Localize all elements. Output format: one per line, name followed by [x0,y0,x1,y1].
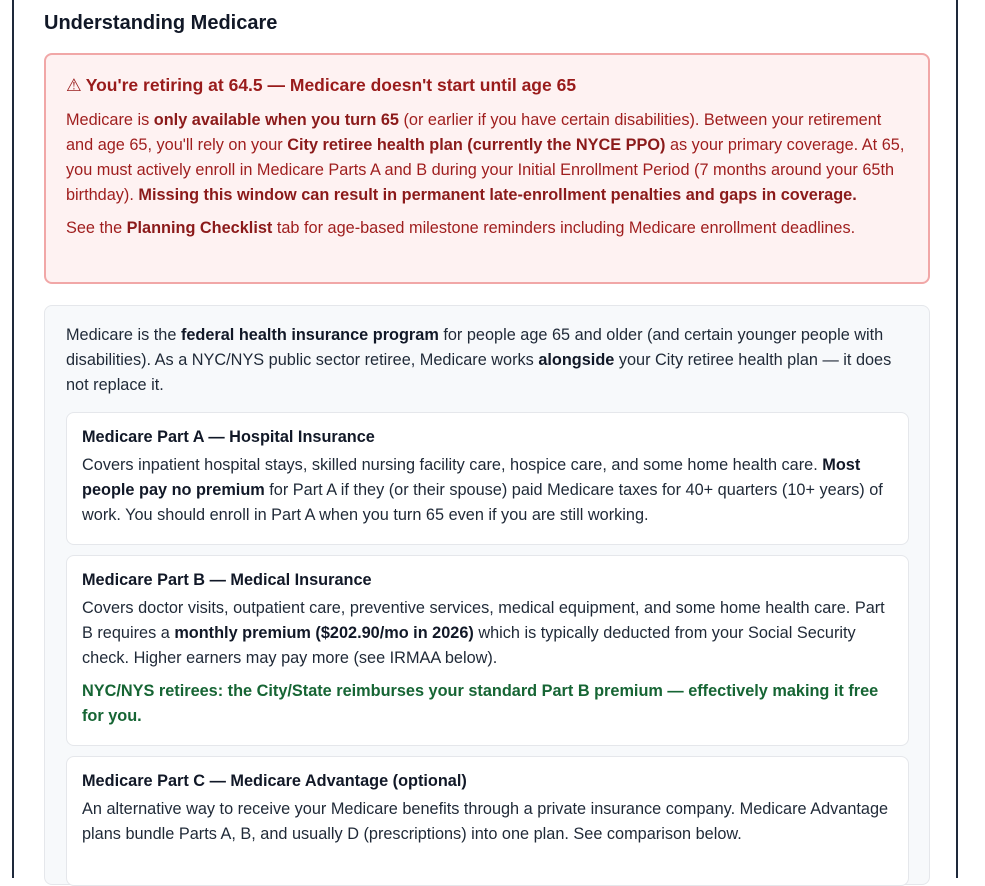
warning-paragraph: Medicare is only available when you turn 65 (or earlier if you have certain disabilities). Between your retirement and age 65, you'll rely on your City retiree health plan (currently the NYCE PPO) as your primary coverage. At 65, you must actively enroll in Medicare Parts A and B during your Initial Enrollment Period (7 months around your 65th birthday). Missing this window can result in permanent late-enrollment penalties and gaps in coverage. [66,111,905,204]
part-b-card [66,555,909,746]
warning-title [66,75,908,96]
part-c-title: Medicare Part C — Medicare Advantage (optional) [82,772,467,790]
intro-text: Medicare is the federal health insurance program for people age 65 and older (and certain younger people with disabilities). As a NYC/NYS public sector retiree, Medicare works alongside your City retiree health plan — it does not replace it. [66,326,892,394]
planning-checklist-link: Planning Checklist [126,219,273,237]
part-c-description: An alternative way to receive your Medicare benefits through a private insurance company. Medicare Advantage plans bundle Parts A, B, and usually D (prescriptions) into one plan. See comparison below. [82,800,889,843]
part-a-description: Covers inpatient hospital stays, skilled nursing facility care, hospice care, and some home health care. Most people pay no premium for Part A if they (or their spouse) paid Medicare taxes for 40+ quarters (10+ years) of work. You should enroll in Part A when you turn 65 even if you are still working. [82,456,883,524]
section-title: Understanding Medicare [44,12,278,34]
medicare-overview-panel [44,305,930,885]
medicare-age-warning [44,53,930,284]
part-c-card [66,756,909,886]
warning-title-text: You're retiring at 64.5 — Medicare doesn't start until age 65 [85,75,577,95]
warning-icon: ⚠ [66,75,82,95]
part-b-title: Medicare Part B — Medical Insurance [82,571,372,589]
part-b-reimbursement-note: NYC/NYS retirees: the City/State reimburses your standard Part B premium — effectively making it free for you. [82,682,879,725]
part-b-description: Covers doctor visits, outpatient care, preventive services, medical equipment, and some home health care. Part B requires a monthly premium ($202.90/mo in 2026) which is typically deducted from your Social Security check. Higher earners may pay more (see IRMAA below). [82,599,885,667]
part-a-card [66,412,909,545]
part-a-title: Medicare Part A — Hospital Insurance [82,428,375,446]
checklist-reference: See the Planning Checklist tab for age-based milestone reminders including Medicare enrollment deadlines. [66,219,856,237]
